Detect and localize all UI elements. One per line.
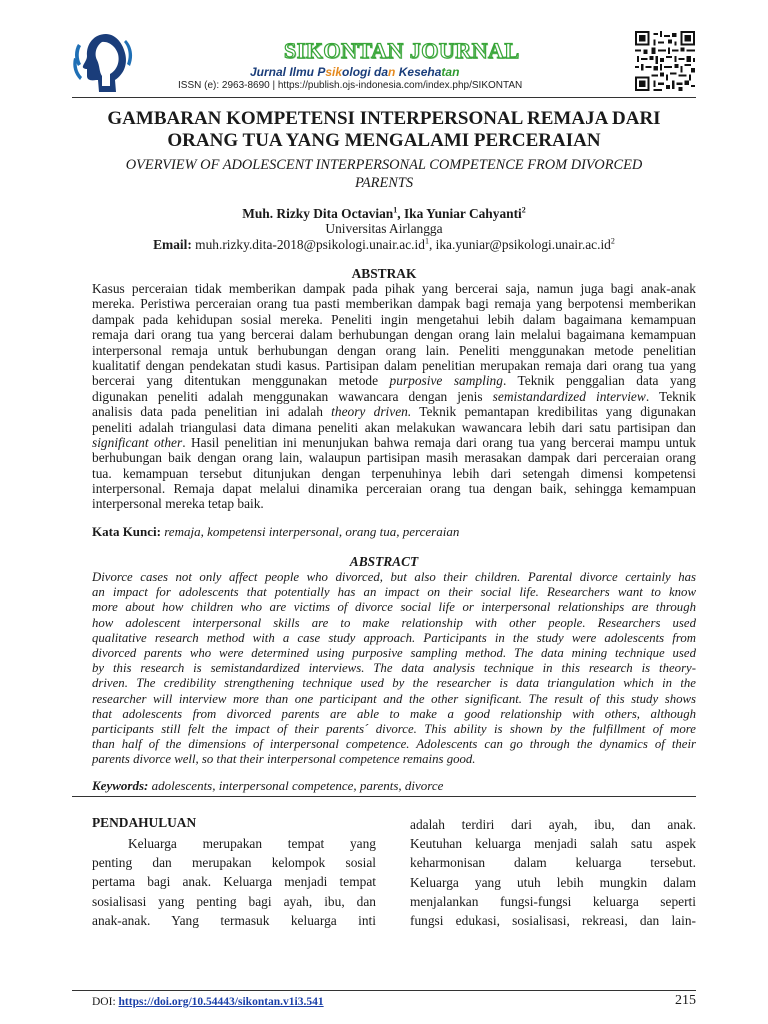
abstract-line: divorced parents who were determined using purposive sampling method. The data mining technique used	[92, 645, 696, 660]
abstrak-line: interpersonal mereka tetap baik.	[92, 496, 264, 512]
abstrak-line: digunakan peneliti adalah menggunakan wawancara dengan jenis semistandardized interview. Teknik	[92, 388, 696, 404]
page-number: 215	[675, 993, 696, 1008]
abstract-line: by this research is semistandardized interviews. The data analysis technique in this research is theory-	[92, 661, 696, 676]
abstrak-line: dampak pada kehidupan sosial mereka. Peneliti ingin mengetahui lebih dalam bagaimana kemampuan	[92, 311, 696, 327]
body-line: keharmonisan dalam keluarga tersebut.	[410, 855, 696, 871]
abstrak-line: analisis data pada penelitian ini adalah theory driven. Teknik pemantapan kredibilitas yang digunakan	[92, 404, 696, 420]
section-heading: PENDAHULUAN	[92, 815, 197, 830]
abstrak-line: kualitatif dengan pendekatan studi kasus. Partisipan dalam penelitian merupakan remaja dari orang tua yang	[92, 357, 696, 373]
abstrak-paragraph	[92, 281, 696, 512]
abstrak-line: interpersonal remaja untuk berhubungan dengan orang lain. Peneliti menggunakan metode penelitian	[92, 342, 696, 358]
abstract-heading: ABSTRACT	[349, 554, 419, 569]
journal-subtitle: Jurnal Ilmu Psikologi dan Kesehatan	[250, 65, 460, 79]
abstract-paragraph	[92, 570, 696, 767]
abstrak-line: bercerai yang ditentukan menggunakan metode purposive sampling. Teknik penggalian data yang	[92, 373, 696, 389]
issn-url-line: ISSN (e): 2963-8690 | https://publish.ojs-indonesia.com/index.php/SIKONTAN	[178, 80, 523, 91]
footer-rule	[72, 990, 696, 991]
abstrak-heading: ABSTRAK	[351, 266, 417, 281]
abstrak-line: Kasus perceraian tidak memberikan dampak pada pihak yang bercerai saja, namun juga bagi anak-anak	[92, 281, 696, 296]
abstrak-line: remaja dari orang tua yang bercerai dalam berhubungan dengan orang lain melalui bagaimana kemampuan	[92, 327, 696, 343]
keywords-rule	[72, 796, 696, 797]
abstract-line: driven. The credibility strengthening technique used by the researcher is data triangulation which in the	[92, 676, 696, 691]
body-column-left	[92, 834, 376, 930]
abstract-line: how adolescent interpersonal skills are to make relationship with other people. Researchers used	[92, 615, 696, 630]
article-title-english: OVERVIEW OF ADOLESCENT INTERPERSONAL COMPETENCE FROM DIVORCED PARENTS	[125, 157, 643, 191]
abstract-line: qualitative research method with a case study approach. Participants in the study were adolescents from	[92, 630, 696, 645]
abstract-line: researcher will interview more than one participant and the other significant. The result of this study shows	[92, 691, 696, 706]
abstrak-line: mereka. Peristiwa perceraian orang tua pasti memberikan dampak bagi remaja yang berpotensi memberikan	[92, 296, 696, 312]
abstract-line: an impact for adolescents that potentially has an impact on their social life. Researchers want to know	[92, 585, 696, 600]
abstrak-line: interpersonal. Remaja dapat melalui dinamika perceraian orang tua dengan baik, sehingga kemampuan	[92, 481, 696, 497]
journal-name: SIKONTAN JOURNAL	[284, 38, 520, 63]
abstrak-line: significant other. Hasil penelitian ini menunjukan bahwa remaja dari orang tua yang bercerai mampu untuk	[92, 434, 696, 450]
email-line: Email: $muh.rizky.dita-2018@psikologi.unair.ac.id^1$, $ika.yuniar@psikologi.unair.ac.id^2$	[153, 236, 615, 252]
header-rule	[72, 97, 696, 98]
body-line: menjalankan fungsi-fungsi keluarga seperti	[410, 893, 696, 909]
body-line: sosialisasi yang penting bagi ayah, ibu, dan	[92, 893, 376, 909]
body-line: adalah terdiri dari ayah, ibu, dan anak.	[410, 817, 696, 832]
body-line: anak-anak. Yang termasuk keluarga inti	[92, 912, 376, 928]
abstract-line: parents divorce well, so that their interpersonal competence remains good.	[92, 752, 476, 767]
qr-code-icon[interactable]	[635, 31, 695, 91]
body-line: Keluarga merupakan tempat yang	[128, 836, 376, 851]
abstract-line: more about how children who are victims of divorce social life or interpersonal relationships are through	[92, 600, 696, 615]
author-line: Muh. Rizky Dita Octavian$^1$, Ika Yuniar Cahyanti$^2$	[242, 205, 526, 221]
abstrak-line: peneliti adalah triangulasi data dimana peneliti akan melakukan wawancara lebih dari satu partisipan dan	[92, 419, 696, 435]
body-line: fungsi edukasi, sosialisasi, rekreasi, dan lain-	[410, 912, 696, 928]
body-line: Keluarga yang utuh lebih mungkin dalam	[410, 874, 696, 890]
body-column-right	[410, 815, 696, 930]
abstract-line: that adolescents from divorced parents are able to make a good relationship with others, although	[92, 706, 696, 721]
abstract-line: Divorce cases not only affect people who divorced, but also their children. Parental divorce certainly has	[92, 570, 696, 584]
kata-kunci: Kata Kunci: remaja, kompetensi interpersonal, orang tua, perceraian	[92, 524, 460, 539]
body-line: penting dan merupakan kelompok sosial	[92, 855, 376, 871]
doi-line: DOI: https://doi.org/10.54443/sikontan.v1i3.541	[92, 996, 324, 1008]
affiliation: Universitas Airlangga	[325, 221, 443, 236]
body-line: pertama bagi anak. Keluarga menjadi tempat	[92, 874, 376, 890]
doi-link[interactable]: https://doi.org/10.54443/sikontan.v1i3.541	[118, 996, 324, 1008]
abstract-line: than half of the dimensions of interpersonal competence. Adolescents can go through the dynamics of their	[92, 737, 696, 752]
journal-logo	[72, 30, 138, 100]
abstract-line: participants still felt the impact of their parents´ divorce. This ability is shown by the fulfillment of more	[92, 721, 696, 736]
abstrak-line: tua. kemampuan tersebut ditunjukan dengan terpenuhinya lebih dari setengah dimensi kompetensi	[92, 465, 696, 481]
article-title: GAMBARAN KOMPETENSI INTERPERSONAL REMAJA DARI ORANG TUA YANG MENGALAMI PERCERAIAN	[107, 108, 661, 151]
abstrak-line: berhubungan baik dengan orang lain, walaupun partisipan masih merasakan dampak dari perceraian orang	[92, 450, 696, 466]
keywords: Keywords: adolescents, interpersonal competence, parents, divorce	[92, 778, 444, 793]
body-line: Keutuhan keluarga menjadi salah satu aspek	[410, 836, 696, 852]
